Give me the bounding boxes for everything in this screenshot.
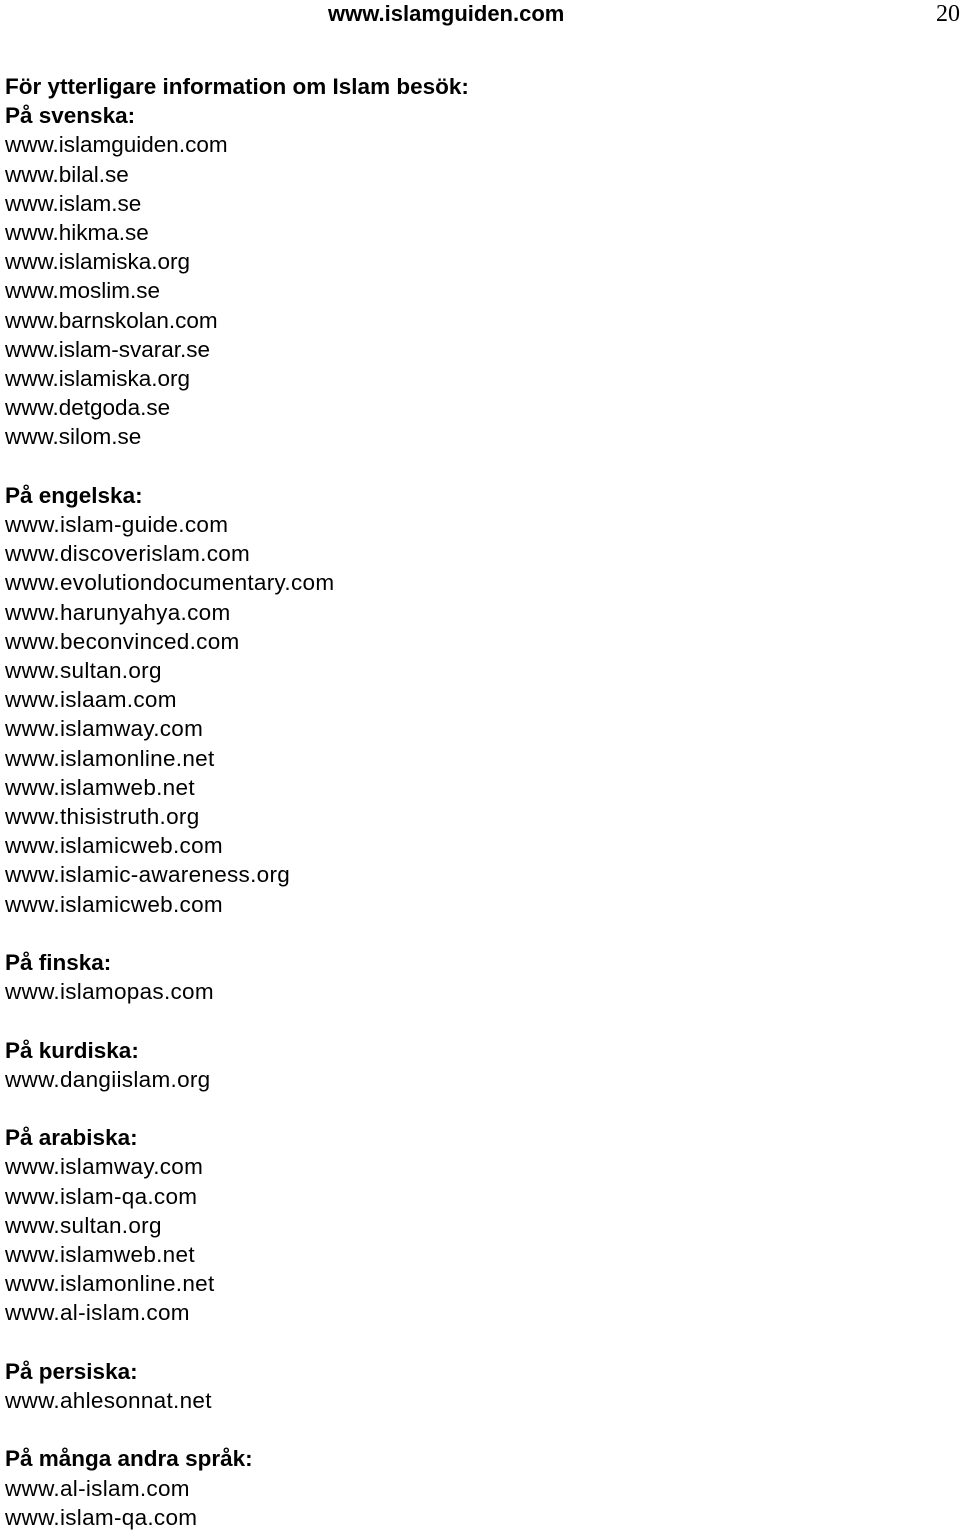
website-link[interactable]: www.islam-svarar.se — [5, 336, 211, 362]
website-link[interactable]: www.silom.se — [5, 424, 142, 450]
website-link[interactable]: www.hikma.se — [5, 220, 149, 246]
website-link[interactable]: www.discoverislam.com — [5, 541, 251, 567]
website-link[interactable]: www.islamway.com — [5, 716, 204, 742]
section-3 — [5, 1036, 469, 1094]
section-1 — [5, 481, 469, 919]
section-4 — [5, 1123, 469, 1327]
website-link[interactable]: www.islamic-awareness.org — [5, 862, 291, 888]
website-link[interactable]: www.islam.se — [5, 190, 142, 216]
website-link[interactable]: www.bilal.se — [5, 161, 129, 187]
website-link[interactable]: www.al-islam.com — [5, 1300, 190, 1326]
website-link[interactable]: www.islam-guide.com — [5, 512, 229, 538]
website-link[interactable]: www.sultan.org — [5, 658, 162, 684]
website-link[interactable]: www.detgoda.se — [5, 395, 171, 421]
website-link[interactable]: www.islamweb.net — [5, 774, 195, 800]
website-link[interactable]: www.moslim.se — [5, 278, 161, 304]
website-link[interactable]: www.sultan.org — [5, 1212, 162, 1238]
document-body — [5, 72, 469, 1532]
header-site-name: www.islamguiden.com — [328, 1, 565, 26]
website-link[interactable]: www.harunyahya.com — [5, 599, 231, 625]
website-link[interactable]: www.islamopas.com — [5, 979, 214, 1005]
website-link[interactable]: www.islamiska.org — [5, 366, 191, 392]
website-link[interactable]: www.islamonline.net — [5, 1271, 215, 1297]
section-5 — [5, 1357, 469, 1415]
section-title: På många andra språk: — [5, 1446, 253, 1472]
section-title: På svenska: — [5, 103, 136, 129]
website-link[interactable]: www.ahlesonnat.net — [5, 1388, 212, 1414]
link-sections — [5, 101, 469, 1532]
website-link[interactable]: www.thisistruth.org — [5, 804, 200, 830]
website-link[interactable]: www.al-islam.com — [5, 1475, 190, 1501]
section-6 — [5, 1444, 469, 1532]
website-link[interactable]: www.evolutiondocumentary.com — [5, 570, 335, 596]
section-title: På engelska: — [5, 482, 143, 508]
website-link[interactable]: www.islaam.com — [5, 687, 177, 713]
section-2 — [5, 948, 469, 1006]
website-link[interactable]: www.islamonline.net — [5, 745, 215, 771]
section-title: På finska: — [5, 950, 112, 976]
section-title: På kurdiska: — [5, 1037, 139, 1063]
section-title: På arabiska: — [5, 1125, 138, 1151]
intro-heading: För ytterligare information om Islam besök: — [5, 74, 469, 99]
page-number: 20 — [936, 1, 960, 27]
website-link[interactable]: www.islamguiden.com — [5, 132, 228, 158]
website-link[interactable]: www.islamiska.org — [5, 249, 191, 275]
section-0 — [5, 101, 469, 451]
website-link[interactable]: www.islam-qa.com — [5, 1183, 198, 1209]
website-link[interactable]: www.islam-qa.com — [5, 1504, 198, 1530]
website-link[interactable]: www.barnskolan.com — [5, 307, 218, 333]
website-link[interactable]: www.islamicweb.com — [5, 833, 223, 859]
website-link[interactable]: www.islamway.com — [5, 1154, 204, 1180]
website-link[interactable]: www.beconvinced.com — [5, 628, 240, 654]
website-link[interactable]: www.dangiislam.org — [5, 1066, 211, 1092]
website-link[interactable]: www.islamicweb.com — [5, 891, 223, 917]
website-link[interactable]: www.islamweb.net — [5, 1242, 195, 1268]
section-title: På persiska: — [5, 1358, 138, 1384]
